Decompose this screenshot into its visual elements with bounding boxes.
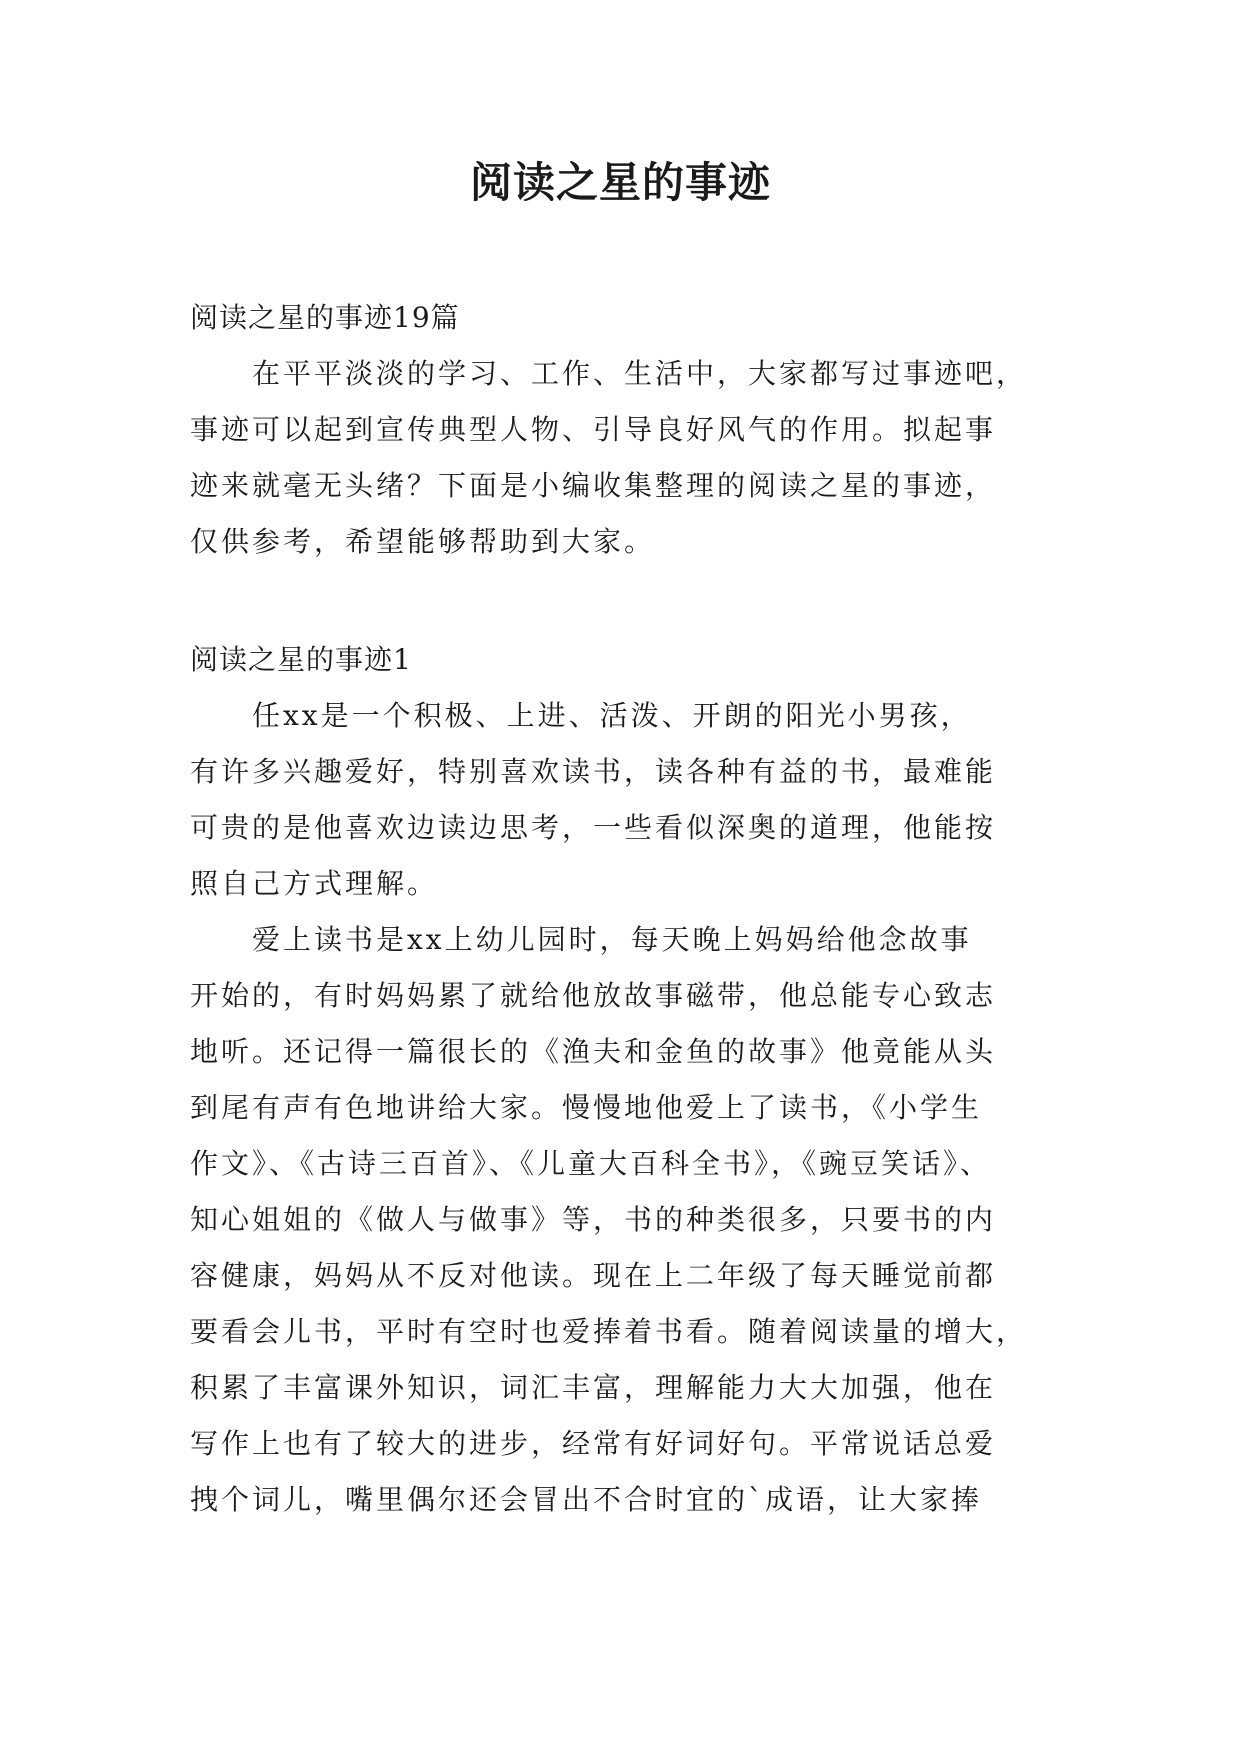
document-body [190,290,1070,1528]
text-line: 爱上读书是xx上幼儿园时，每天晚上妈妈给他念故事 [190,923,972,956]
text-line: 事迹可以起到宣传典型人物、引导良好风气的作用。拟起事 [190,413,997,446]
text-line: 作文》、《古诗三百首》、《儿童大百科全书》，《豌豆笑话》、 [190,1147,992,1180]
text-line: 照自己方式理解。 [190,867,439,900]
intro-paragraph [190,346,1070,570]
text-line: 到尾有声有色地讲给大家。慢慢地他爱上了读书，《小学生 [190,1091,983,1124]
text-line: 任xx是一个积极、上进、活泼、开朗的阳光小男孩， [190,699,972,732]
paragraph-2 [190,912,1070,1528]
text-line: 有许多兴趣爱好，特别喜欢读书，读各种有益的书，最难能 [190,755,997,788]
text-line: 写作上也有了较大的进步，经常有好词好句。平常说话总爱 [190,1427,997,1460]
text-line: 积累了丰富课外知识，词汇丰富，理解能力大大加强，他在 [190,1371,997,1404]
text-line: 地听。还记得一篇很长的《渔夫和金鱼的故事》他竟能从头 [190,1035,997,1068]
subtitle: 阅读之星的事迹19篇 [190,301,460,334]
text-line: 迹来就毫无头绪？下面是小编收集整理的阅读之星的事迹， [190,469,997,502]
section-spacer [190,570,1070,632]
paragraph-1 [190,688,1070,912]
text-line: 仅供参考，希望能够帮助到大家。 [190,525,656,558]
section-heading: 阅读之星的事迹1 [190,643,412,676]
text-line: 拽个词儿，嘴里偶尔还会冒出不合时宜的`成语，让大家捧 [190,1483,983,1516]
text-line: 开始的，有时妈妈累了就给他放故事磁带，他总能专心致志 [190,979,997,1012]
text-line: 容健康，妈妈从不反对他读。现在上二年级了每天睡觉前都 [190,1259,997,1292]
text-line: 知心姐姐的《做人与做事》等，书的种类很多，只要书的内 [190,1203,997,1236]
text-line: 要看会儿书，平时有空时也爱捧着书看。随着阅读量的增大， [190,1315,1028,1348]
document-title: 阅读之星的事迹 [469,158,771,207]
text-line: 在平平淡淡的学习、工作、生活中，大家都写过事迹吧， [190,357,1028,390]
text-line: 可贵的是他喜欢边读边思考，一些看似深奥的道理，他能按 [190,811,997,844]
